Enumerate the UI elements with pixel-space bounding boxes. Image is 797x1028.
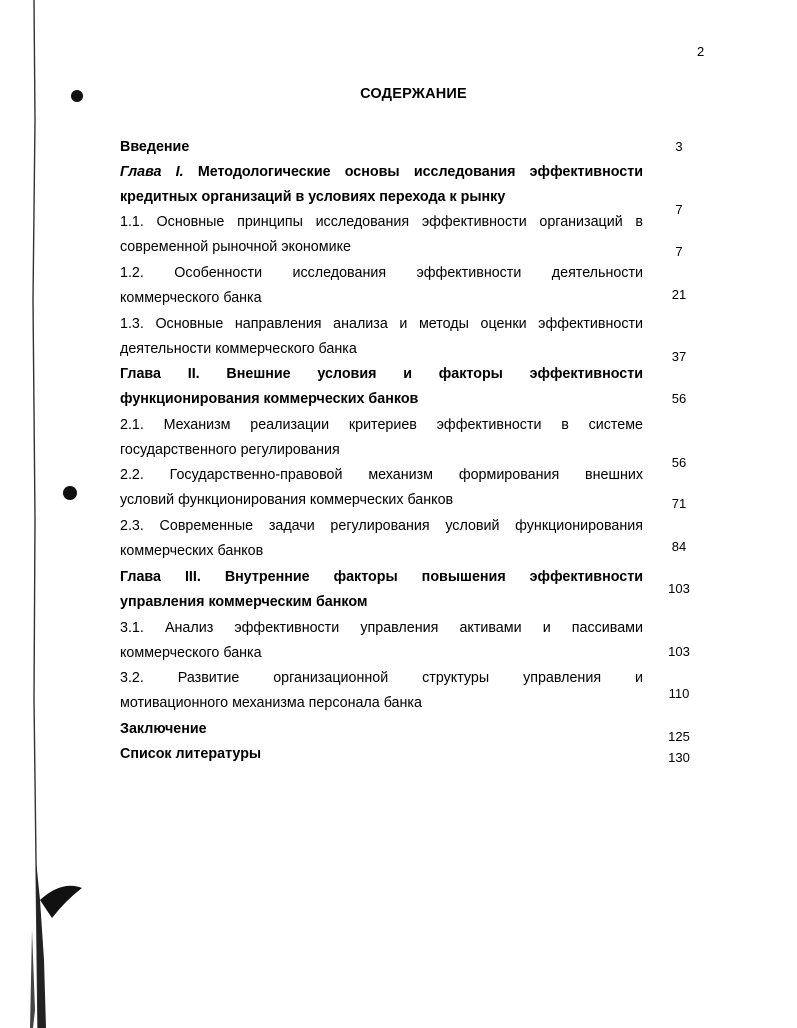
toc-section-2-1-page: 56 — [671, 455, 687, 470]
toc-section-1-3-line2: деятельности коммерческого банка — [120, 341, 357, 357]
toc-introduction-page: 3 — [675, 139, 683, 154]
toc-section-3-1-line2: коммерческого банка — [120, 645, 262, 661]
toc-section-2-2-line1: 2.2. Государственно-правовой механизм формирования внешних — [120, 467, 643, 483]
toc-section-2-3-page: 84 — [671, 539, 687, 554]
hole-punch-mark-middle — [63, 486, 77, 500]
toc-section-3-2-line2: мотивационного механизма персонала банка — [120, 695, 422, 711]
toc-chapter-3-line1: Глава III. Внутренние факторы повышения эффективности — [120, 569, 643, 585]
toc-section-2-2-page: 71 — [671, 496, 687, 511]
toc-chapter-1-prefix: Глава I. — [120, 164, 184, 180]
toc-section-2-2-line2: условий функционирования коммерческих банков — [120, 492, 454, 508]
toc-conclusion: Заключение — [120, 721, 207, 737]
toc-chapter-1-line2: кредитных организаций в условиях перехода к рынку — [120, 189, 506, 205]
toc-section-1-2-line1: 1.2. Особенности исследования эффективности деятельности — [120, 265, 643, 281]
toc-chapter-2-line1: Глава II. Внешние условия и факторы эффективности — [120, 366, 643, 382]
page-title: СОДЕРЖАНИЕ — [360, 86, 467, 102]
toc-section-1-3-page: 37 — [671, 349, 687, 364]
toc-bibliography: Список литературы — [120, 746, 262, 762]
toc-chapter-2-line2: функционирования коммерческих банков — [120, 391, 419, 407]
toc-conclusion-page: 125 — [668, 729, 690, 744]
toc-section-2-3-line2: коммерческих банков — [120, 543, 264, 559]
toc-section-1-1-line1: 1.1. Основные принципы исследования эффективности организаций в — [120, 214, 643, 230]
toc-chapter-1-title: Методологические основы исследования эффективности — [197, 164, 643, 180]
toc-chapter-3-line2: управления коммерческим банком — [120, 594, 368, 610]
toc-chapter-1-line1 — [120, 163, 643, 181]
toc-section-3-1-page: 103 — [668, 644, 690, 659]
toc-section-1-1-line2: современной рыночной экономике — [120, 239, 351, 255]
toc-introduction: Введение — [120, 139, 190, 155]
toc-section-3-2-page: 110 — [668, 686, 690, 701]
toc-section-1-2-line2: коммерческого банка — [120, 290, 262, 306]
toc-section-3-2-line1: 3.2. Развитие организационной структуры управления и — [120, 670, 643, 686]
toc-section-2-3-line1: 2.3. Современные задачи регулирования условий функционирования — [120, 518, 643, 534]
toc-section-1-3-line1: 1.3. Основные направления анализа и методы оценки эффективности — [120, 316, 643, 332]
toc-section-3-1-line1: 3.1. Анализ эффективности управления активами и пассивами — [120, 620, 643, 636]
toc-section-2-1-line1: 2.1. Механизм реализации критериев эффективности в системе — [120, 417, 643, 433]
toc-section-1-1-page: 7 — [675, 244, 683, 259]
toc-bibliography-page: 130 — [668, 750, 690, 765]
toc-chapter-3-page: 103 — [668, 581, 690, 596]
toc-section-2-1-line2: государственного регулирования — [120, 442, 340, 458]
scan-edge-artifact — [0, 0, 110, 1028]
toc-chapter-1-page: 7 — [675, 202, 683, 217]
page-number: 2 — [697, 44, 705, 59]
toc-chapter-2-page: 56 — [671, 391, 687, 406]
toc-section-1-2-page: 21 — [671, 287, 687, 302]
